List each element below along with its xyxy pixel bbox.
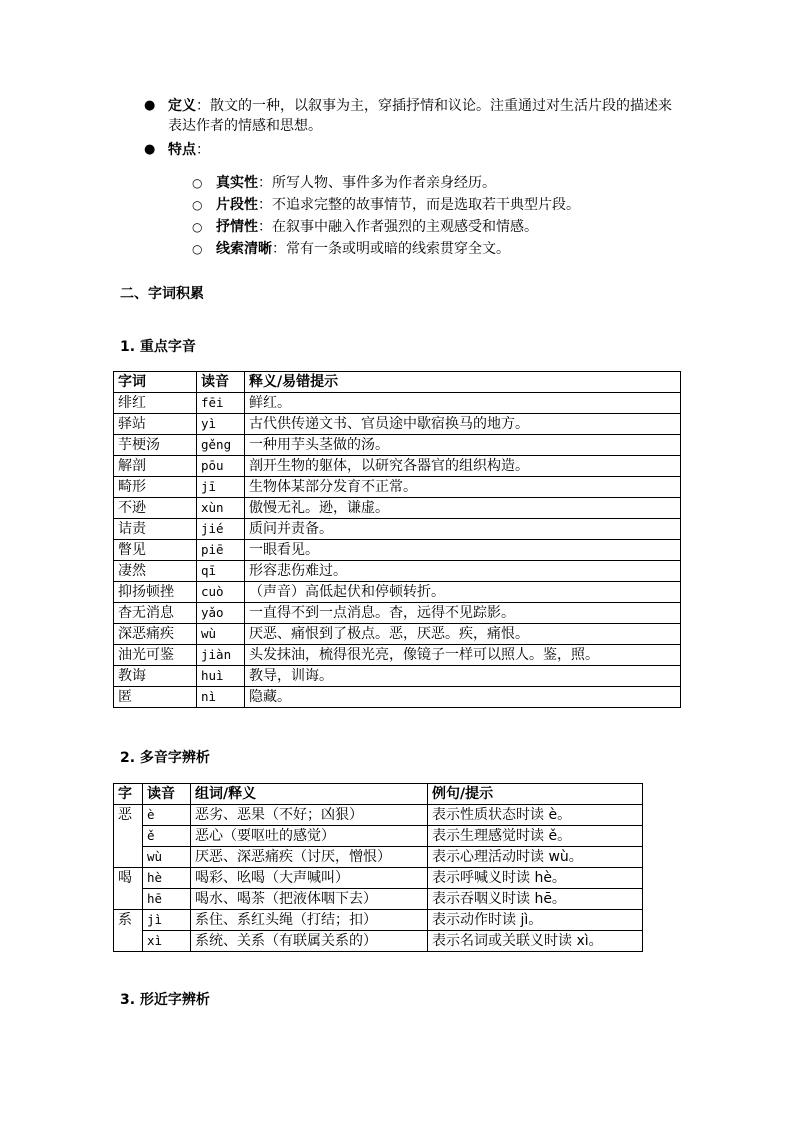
- table-row: [114, 624, 681, 645]
- pinyin-cell: cuò: [197, 582, 245, 603]
- words-cell: 系住、系红头绳（打结；扣）: [191, 910, 428, 931]
- pinyin-cell: yì: [197, 414, 245, 435]
- char-cell: 系: [114, 910, 143, 952]
- pinyin-cell: è: [143, 805, 191, 826]
- pinyin-cell: qī: [197, 561, 245, 582]
- table-row: [114, 805, 643, 826]
- feature-term: 抒情性: [216, 219, 258, 235]
- word-cell: 解剖: [114, 456, 197, 477]
- word-cell: 凄然: [114, 561, 197, 582]
- table-row: [114, 645, 681, 666]
- header-word: 字词: [114, 372, 197, 393]
- polyphonic-table-body: [114, 805, 643, 952]
- pinyin-cell: jié: [197, 519, 245, 540]
- feature-item: [168, 172, 678, 194]
- word-cell: 不逊: [114, 498, 197, 519]
- word-cell: 瞥见: [114, 540, 197, 561]
- meaning-cell: 鲜红。: [245, 393, 681, 414]
- header-words: 组词/释义: [191, 784, 428, 805]
- example-cell: 表示性质状态时读 è。: [428, 805, 643, 826]
- pinyin-cell: jī: [197, 477, 245, 498]
- pinyin-cell: wù: [197, 624, 245, 645]
- example-cell: 表示呼喊义时读 hè。: [428, 868, 643, 889]
- table-row: [114, 868, 643, 889]
- features-text: ：: [196, 142, 210, 158]
- word-cell: 芋梗汤: [114, 435, 197, 456]
- words-cell: 系统、关系（有联属关系的）: [191, 931, 428, 952]
- pinyin-cell: hē: [143, 889, 191, 910]
- bullet-icon: ●: [144, 98, 156, 113]
- table-row: [114, 498, 681, 519]
- feature-term: 片段性: [216, 197, 258, 213]
- term-features: 特点: [168, 142, 196, 158]
- feature-term: 线索清晰: [216, 241, 272, 257]
- table-row: [114, 393, 681, 414]
- pinyin-cell: hè: [143, 868, 191, 889]
- genre-intro-list: [138, 96, 678, 260]
- table-row: [114, 582, 681, 603]
- words-cell: 恶劣、恶果（不好；凶狠）: [191, 805, 428, 826]
- char-cell: 喝: [114, 868, 143, 910]
- table-row: [114, 477, 681, 498]
- header-example: 例句/提示: [428, 784, 643, 805]
- meaning-cell: 一种用芋头茎做的汤。: [245, 435, 681, 456]
- table-row: [114, 414, 681, 435]
- table-header-row: [114, 372, 681, 393]
- feature-text: ：常有一条或明或暗的线索贯穿全文。: [272, 241, 510, 257]
- example-cell: 表示心理活动时读 wù。: [428, 847, 643, 868]
- header-meaning: 释义/易错提示: [245, 372, 681, 393]
- table-row: [114, 847, 643, 868]
- pinyin-cell: ě: [143, 826, 191, 847]
- list-item-definition: [138, 96, 678, 136]
- header-pronunciation: 读音: [143, 784, 191, 805]
- meaning-cell: 生物体某部分发育不正常。: [245, 477, 681, 498]
- pronunciation-table-body: [114, 393, 681, 708]
- term-definition: 定义: [168, 98, 196, 114]
- feature-text: ：所写人物、事件多为作者亲身经历。: [258, 175, 496, 191]
- feature-text: ：在叙事中融入作者强烈的主观感受和情感。: [258, 219, 538, 235]
- feature-text: ：不追求完整的故事情节，而是选取若干典型片段。: [258, 197, 580, 213]
- meaning-cell: 厌恶、痛恨到了极点。恶，厌恶。疾，痛恨。: [245, 624, 681, 645]
- circle-bullet-icon: ○: [192, 198, 203, 212]
- circle-bullet-icon: ○: [192, 242, 203, 256]
- list-item-features: [138, 140, 678, 260]
- meaning-cell: 古代供传递文书、官员途中歇宿换马的地方。: [245, 414, 681, 435]
- word-cell: 油光可鉴: [114, 645, 197, 666]
- feature-item: [168, 238, 678, 260]
- feature-term: 真实性: [216, 175, 258, 191]
- table-row: [114, 826, 643, 847]
- example-cell: 表示动作时读 jì。: [428, 910, 643, 931]
- pinyin-cell: fēi: [197, 393, 245, 414]
- words-cell: 恶心（要呕吐的感觉）: [191, 826, 428, 847]
- pinyin-cell: jiàn: [197, 645, 245, 666]
- table-row: [114, 561, 681, 582]
- pinyin-cell: nì: [197, 687, 245, 708]
- meaning-cell: （声音）高低起伏和停顿转折。: [245, 582, 681, 603]
- table-row: [114, 666, 681, 687]
- header-pronunciation: 读音: [197, 372, 245, 393]
- circle-bullet-icon: ○: [192, 220, 203, 234]
- header-char: 字: [114, 784, 143, 805]
- example-cell: 表示名词或关联义时读 xì。: [428, 931, 643, 952]
- subheading-polyphonic: 2. 多音字辨析: [120, 750, 210, 766]
- table-row: [114, 687, 681, 708]
- table-row: [114, 889, 643, 910]
- feature-item: [168, 194, 678, 216]
- pinyin-cell: pōu: [197, 456, 245, 477]
- char-cell: 恶: [114, 805, 143, 868]
- word-cell: 抑扬顿挫: [114, 582, 197, 603]
- polyphonic-table: [113, 783, 643, 952]
- meaning-cell: 傲慢无礼。逊，谦虚。: [245, 498, 681, 519]
- word-cell: 深恶痛疾: [114, 624, 197, 645]
- pinyin-cell: yǎo: [197, 603, 245, 624]
- circle-bullet-icon: ○: [192, 176, 203, 190]
- pronunciation-table: [113, 371, 681, 708]
- subheading-pronunciation: 1. 重点字音: [120, 339, 196, 355]
- table-header-row: [114, 784, 643, 805]
- word-cell: 匿: [114, 687, 197, 708]
- table-row: [114, 931, 643, 952]
- table-row: [114, 435, 681, 456]
- bullet-icon: ●: [144, 142, 156, 157]
- example-cell: 表示生理感觉时读 ě。: [428, 826, 643, 847]
- meaning-cell: 一直得不到一点消息。杳，远得不见踪影。: [245, 603, 681, 624]
- meaning-cell: 剖开生物的躯体，以研究各器官的组织构造。: [245, 456, 681, 477]
- meaning-cell: 形容悲伤难过。: [245, 561, 681, 582]
- words-cell: 厌恶、深恶痛疾（讨厌，憎恨）: [191, 847, 428, 868]
- word-cell: 杳无消息: [114, 603, 197, 624]
- word-cell: 畸形: [114, 477, 197, 498]
- features-sublist: [168, 172, 678, 260]
- table-row: [114, 910, 643, 931]
- pinyin-cell: xùn: [197, 498, 245, 519]
- feature-item: [168, 216, 678, 238]
- table-row: [114, 603, 681, 624]
- subheading-similar-chars: 3. 形近字辨析: [120, 992, 210, 1008]
- meaning-cell: 隐藏。: [245, 687, 681, 708]
- table-row: [114, 519, 681, 540]
- definition-text: ：散文的一种，以叙事为主，穿插抒情和议论。注重通过对生活片段的描述来表达作者的情感和思想。: [168, 98, 672, 134]
- section-heading-vocabulary: 二、字词积累: [120, 286, 204, 302]
- meaning-cell: 教导，训诲。: [245, 666, 681, 687]
- pinyin-cell: huì: [197, 666, 245, 687]
- pinyin-cell: wù: [143, 847, 191, 868]
- pinyin-cell: xì: [143, 931, 191, 952]
- meaning-cell: 质问并责备。: [245, 519, 681, 540]
- table-row: [114, 540, 681, 561]
- word-cell: 驿站: [114, 414, 197, 435]
- pinyin-cell: gěng: [197, 435, 245, 456]
- meaning-cell: 头发抹油，梳得很光亮，像镜子一样可以照人。鉴，照。: [245, 645, 681, 666]
- word-cell: 教诲: [114, 666, 197, 687]
- example-cell: 表示吞咽义时读 hē。: [428, 889, 643, 910]
- word-cell: 诘责: [114, 519, 197, 540]
- table-row: [114, 456, 681, 477]
- words-cell: 喝水、喝茶（把液体咽下去）: [191, 889, 428, 910]
- pinyin-cell: jì: [143, 910, 191, 931]
- pinyin-cell: piē: [197, 540, 245, 561]
- word-cell: 绯红: [114, 393, 197, 414]
- meaning-cell: 一眼看见。: [245, 540, 681, 561]
- words-cell: 喝彩、吆喝（大声喊叫）: [191, 868, 428, 889]
